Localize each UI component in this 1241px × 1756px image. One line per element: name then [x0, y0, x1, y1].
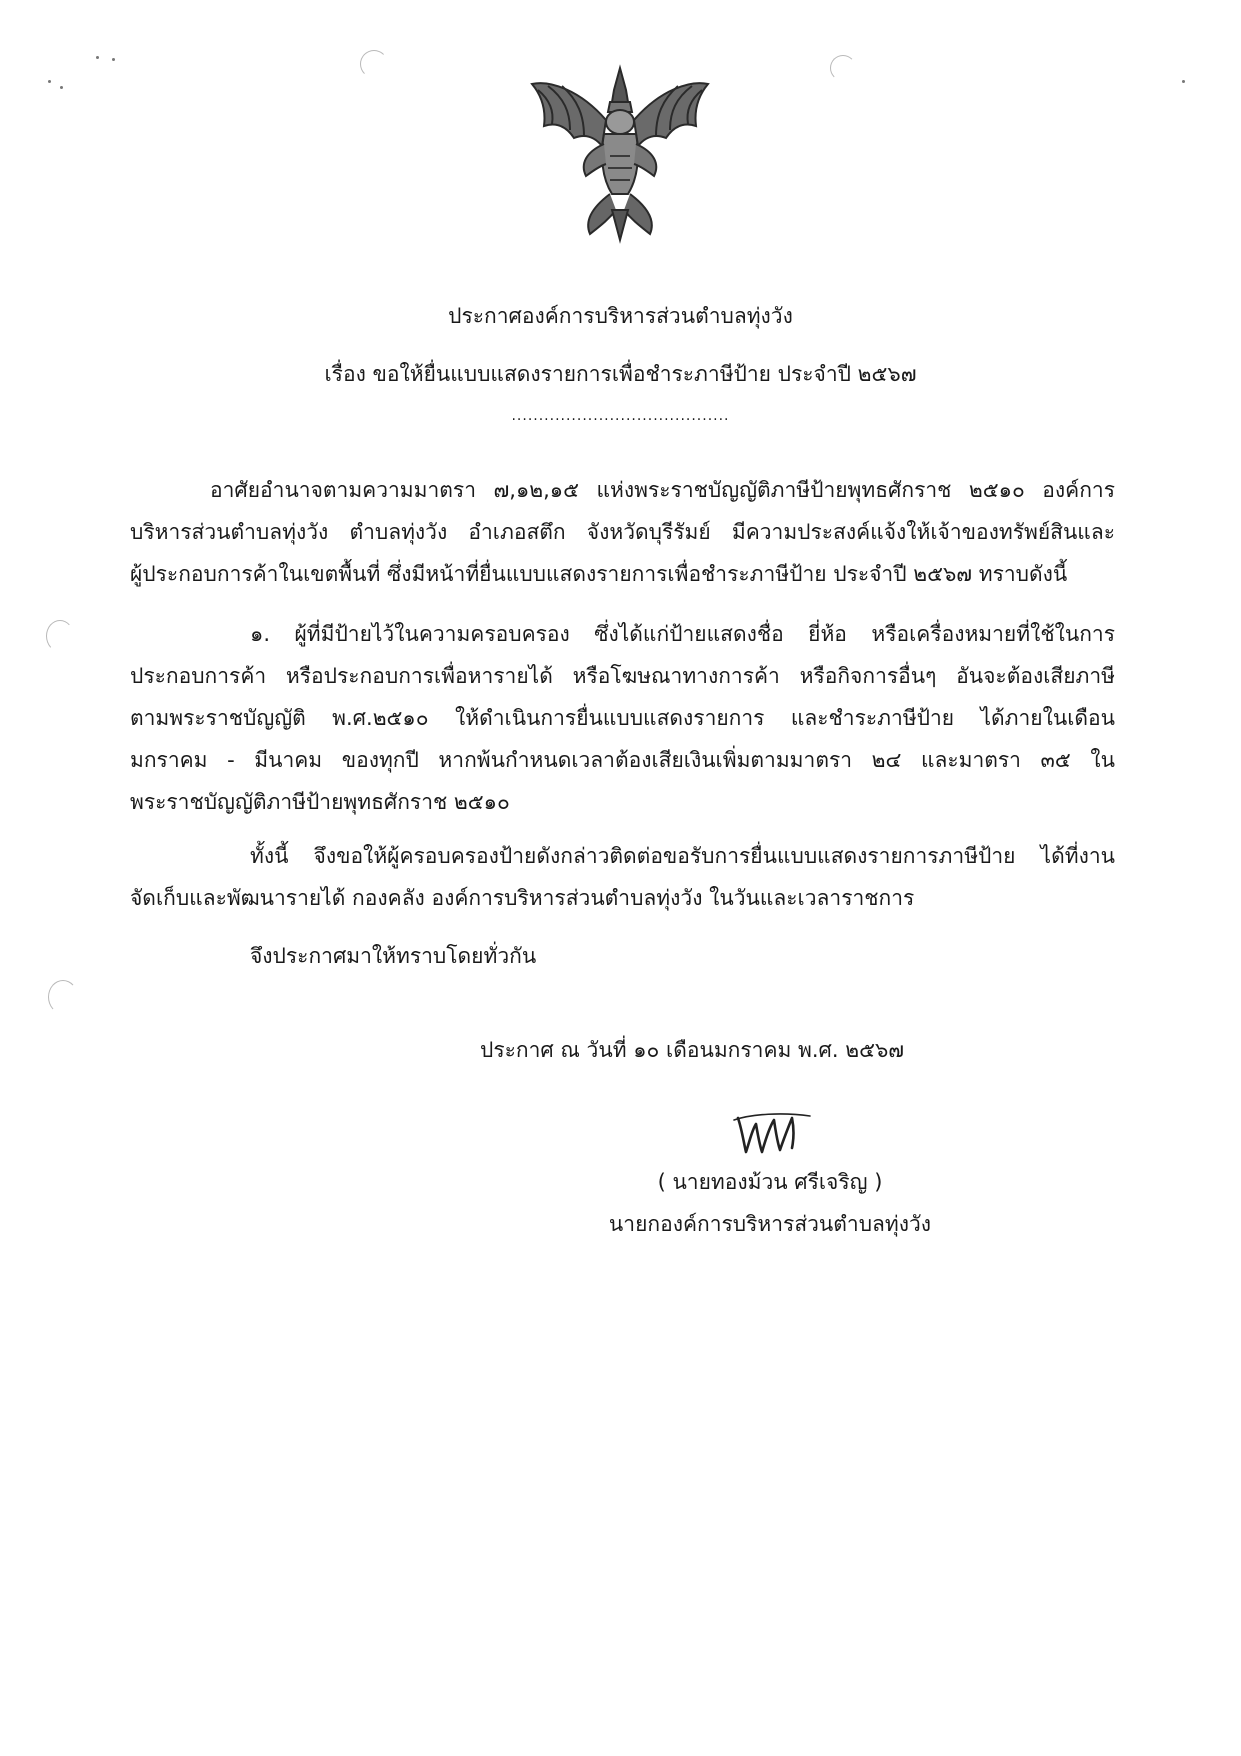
- intro-line: บริหารส่วนตำบลทุ่งวัง ตำบลทุ่งวัง อำเภอสตึก จังหวัดบุรีรัมย์ มีความประสงค์แจ้งให้เจ้าของทรัพย์สินและ: [130, 520, 1115, 544]
- scan-speck: [112, 58, 115, 61]
- garuda-emblem-icon: [520, 60, 720, 245]
- closing-statement: จึงประกาศมาให้ทราบโดยทั่วกัน: [250, 944, 537, 968]
- contact-line: จัดเก็บและพัฒนารายได้ กองคลัง องค์การบริหารส่วนตำบลทุ่งวัง ในวันและเวลาราชการ: [130, 886, 915, 910]
- intro-line: ผู้ประกอบการค้าในเขตพื้นที่ ซึ่งมีหน้าที่ยื่นแบบแสดงรายการเพื่อชำระภาษีป้าย ประจำปี ๒๕๖๗ ทราบดังนี้: [130, 562, 1068, 586]
- title-separator: ........................................: [511, 408, 730, 424]
- punch-hole-mark: [360, 50, 388, 78]
- punch-hole-mark: [48, 980, 78, 1014]
- contact-line: ทั้งนี้ จึงขอให้ผู้ครอบครองป้ายดังกล่าวติดต่อขอรับการยื่นแบบแสดงรายการภาษีป้าย ได้ที่งาน: [250, 844, 1115, 868]
- item-1-line: ๑. ผู้ที่มีป้ายไว้ในความครอบครอง ซึ่งได้แก่ป้ายแสดงชื่อ ยี่ห้อ หรือเครื่องหมายที่ใช้ในการ: [250, 622, 1115, 646]
- punch-hole-mark: [830, 55, 856, 81]
- announcement-title: ประกาศองค์การบริหารส่วนตำบลทุ่งวัง: [448, 304, 793, 328]
- scan-speck: [1182, 80, 1185, 83]
- item-1-line: มกราคม - มีนาคม ของทุกปี หากพ้นกำหนดเวลาต้องเสียเงินเพิ่มตามมาตรา ๒๔ และมาตรา ๓๕ ใน: [130, 748, 1115, 772]
- signatory-name: ( นายทองม้วน ศรีเจริญ ): [657, 1170, 883, 1194]
- intro-line: อาศัยอำนาจตามความมาตรา ๗,๑๒,๑๕ แห่งพระราชบัญญัติภาษีป้ายพุทธศักราช ๒๕๑๐ องค์การ: [210, 478, 1115, 502]
- item-1-line: ตามพระราชบัญญัติ พ.ศ.๒๕๑๐ ให้ดำเนินการยื่นแบบแสดงรายการ และชำระภาษีป้าย ได้ภายในเดือน: [130, 706, 1115, 730]
- punch-hole-mark: [46, 620, 74, 652]
- item-1-line: พระราชบัญญัติภาษีป้ายพุทธศักราช ๒๕๑๐: [130, 790, 510, 814]
- signatory-position: นายกองค์การบริหารส่วนตำบลทุ่งวัง: [608, 1212, 932, 1236]
- announcement-date: ประกาศ ณ วันที่ ๑๐ เดือนมกราคม พ.ศ. ๒๕๖๗: [480, 1038, 905, 1062]
- scan-speck: [60, 86, 63, 89]
- announcement-subject: เรื่อง ขอให้ยื่นแบบแสดงรายการเพื่อชำระภาษีป้าย ประจำปี ๒๕๖๗: [324, 362, 917, 386]
- scan-speck: [48, 80, 51, 83]
- item-1-line: ประกอบการค้า หรือประกอบการเพื่อหารายได้ หรือโฆษณาทางการค้า หรือกิจการอื่นๆ อันจะต้องเสียภาษี: [130, 664, 1115, 688]
- handwritten-signature: [732, 1110, 812, 1158]
- scan-speck: [96, 56, 99, 59]
